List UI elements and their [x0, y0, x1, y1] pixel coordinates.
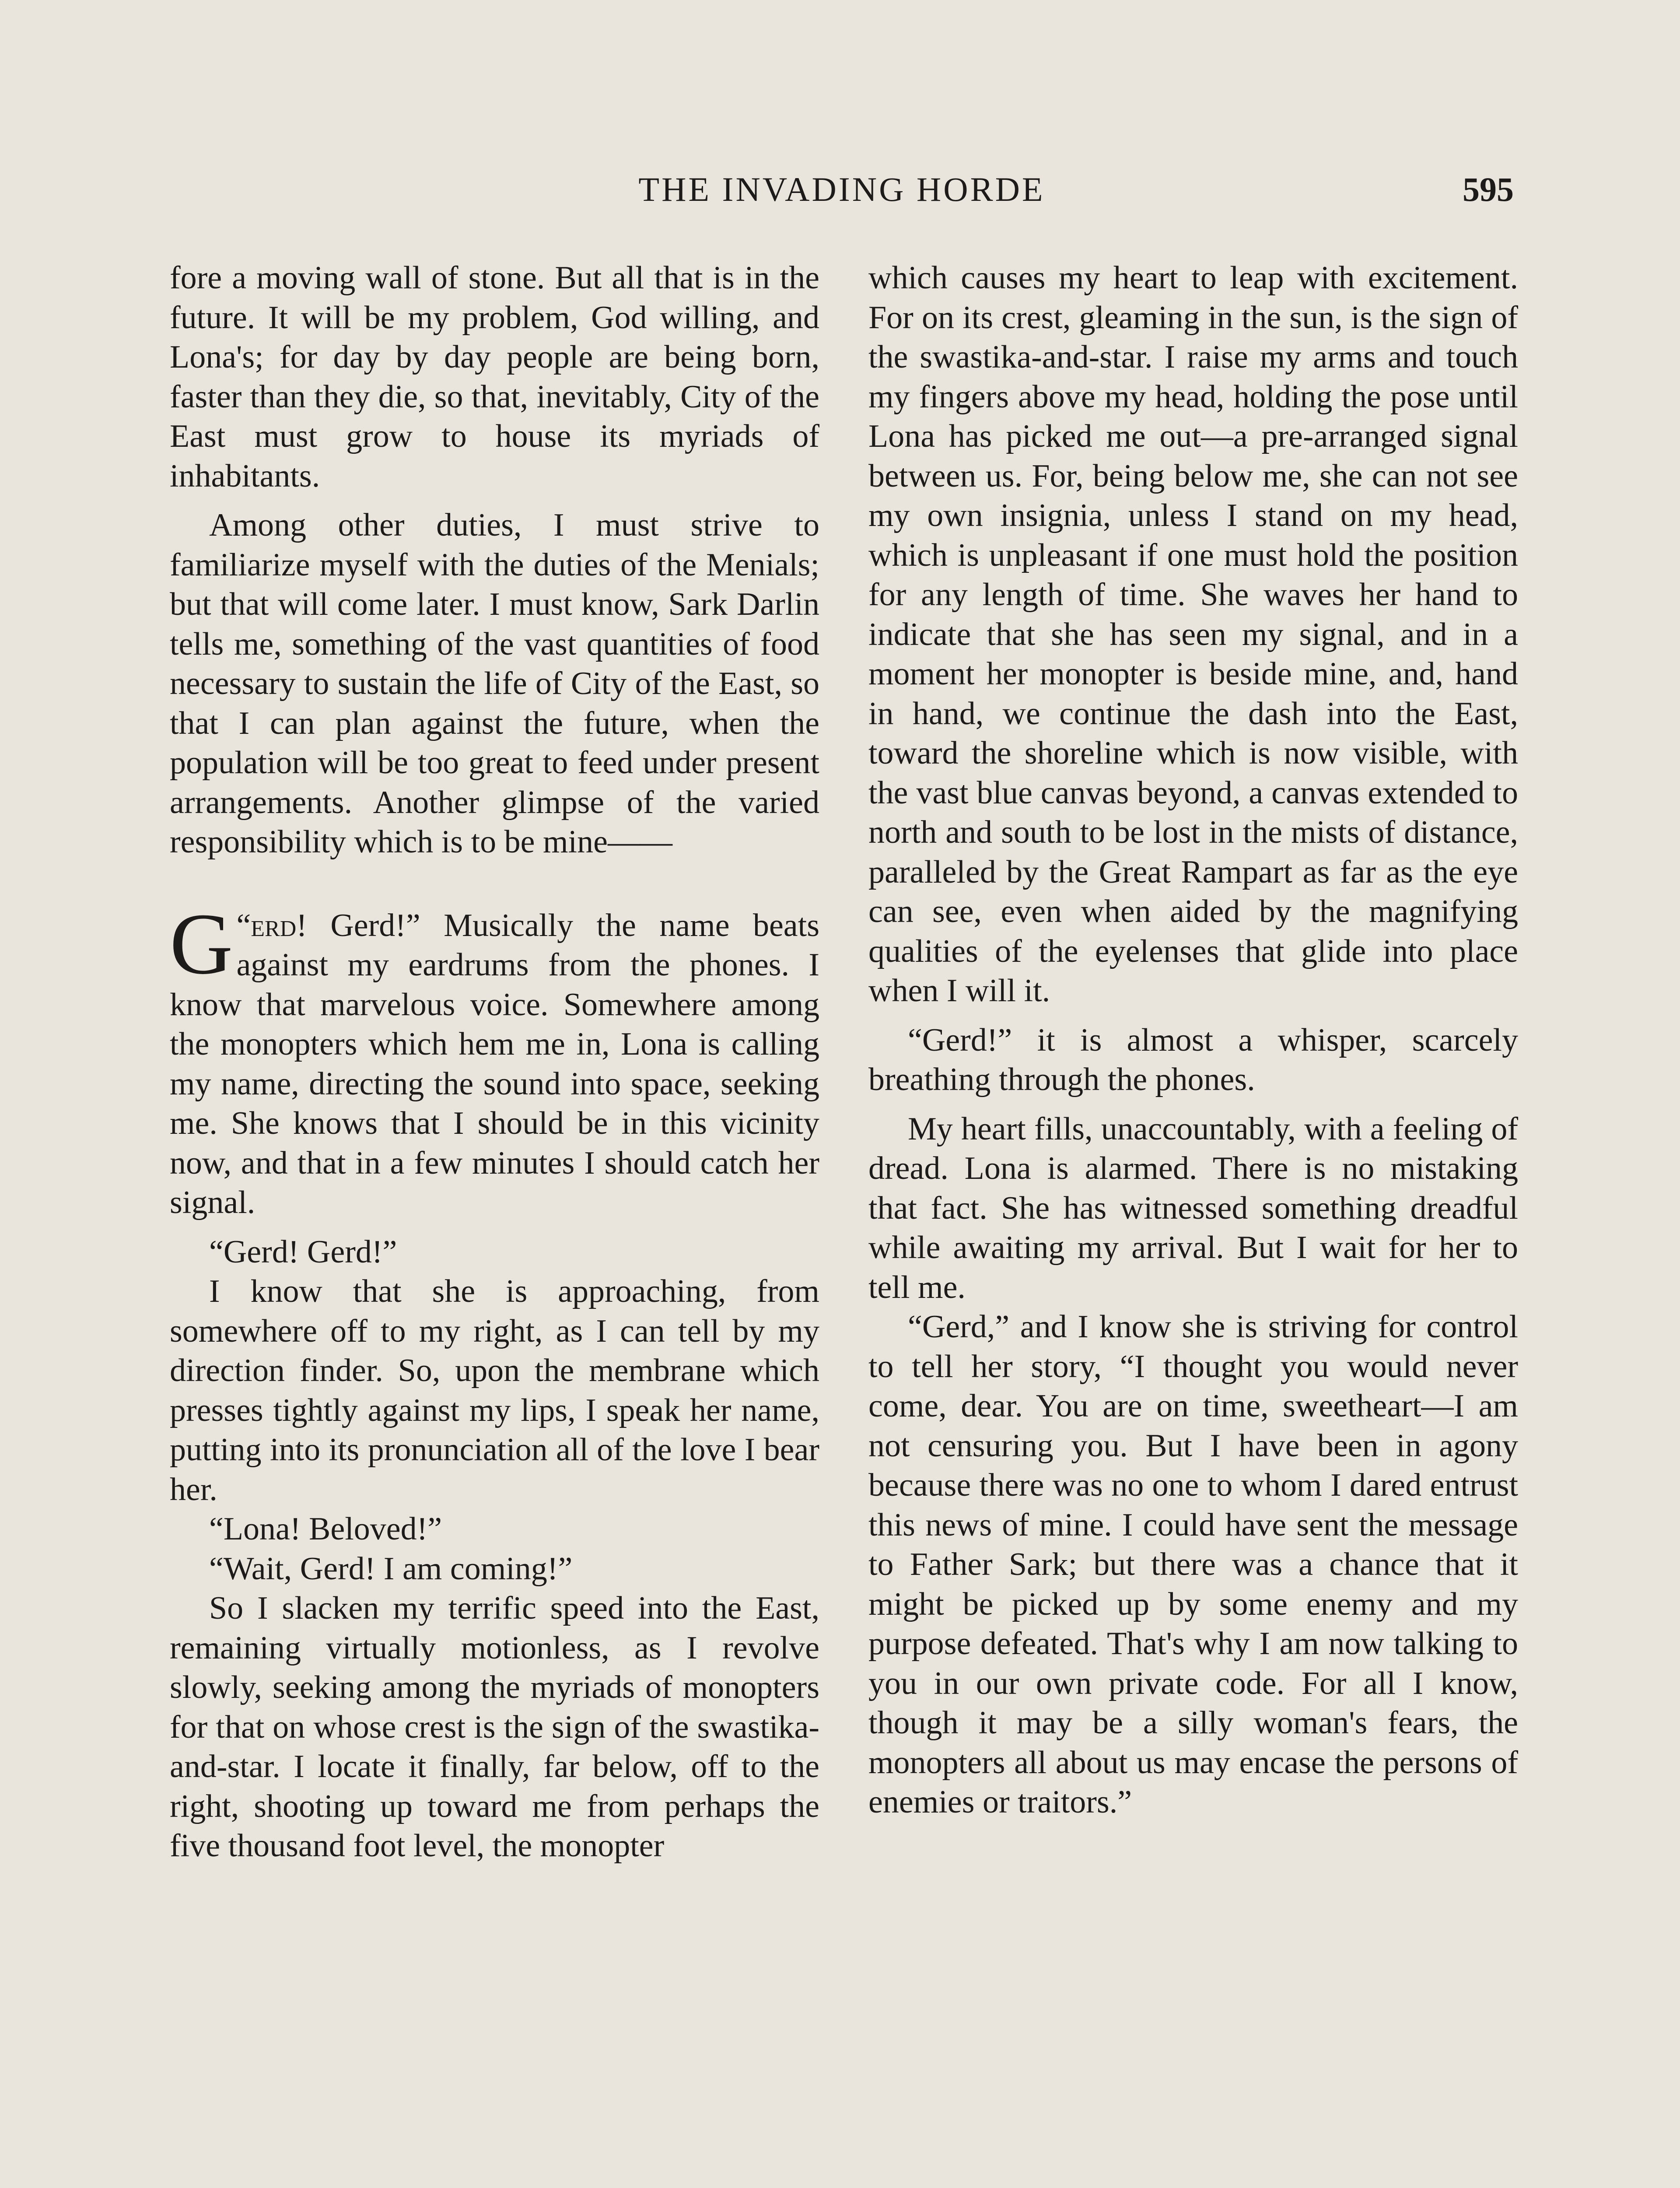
paragraph-with-drop-cap [170, 895, 819, 1223]
paragraph: fore a moving wall of stone. But all that is in the future. It will be my problem, God willing, and Lona's; for day by day people are being born, faster than they die, so that, inevitably, City of the East must grow to house its myriads of inhabitants. [170, 260, 819, 494]
right-column [868, 258, 1518, 1822]
paragraph-text: ! Gerd!” Musically the name beats against my eardrums from the phones. I know that marvelous voice. Somewhere among the monopters which hem me in, Lona is calling my name, directing the sound into space, seeking me. She knows that I should be in this vicinity now, and that in a few minutes I should catch her signal. [170, 907, 819, 1220]
opening-quote: “ [236, 907, 251, 943]
paragraph: “Gerd! Gerd!” [209, 1234, 397, 1270]
left-column [170, 258, 819, 1866]
paragraph: “Lona! Beloved!” [209, 1511, 442, 1547]
paragraph: “Gerd,” and I know she is striving for control to tell her story, “I thought you would never come, dear. You are on time, sweetheart—I am not censuring you. But I have been in agony because there was no one to whom I dared entrust this news of mine. I could have sent the message to Father Sark; but there was a chance that it might be picked up by some enemy and my purpose defeated. That's why I am now talking to you in our own private code. For all I know, though it may be a silly woman's fears, the monopters all about us may encase the persons of enemies or traitors.” [868, 1309, 1518, 1820]
paragraph: which causes my heart to leap with excitement. For on its crest, gleaming in the sun, is the sign of the swastika-and-star. I raise my arms and touch my fingers above my head, holding the pose until Lona has picked me out—a pre-arranged signal between us. For, being below me, she can not see my own insignia, unless I stand on my head, which is unpleasant if one must hold the position for any length of time. She waves her hand to indicate that she has seen my signal, and in a moment her monopter is beside mine, and, hand in hand, we continue the dash into the East, toward the shoreline which is now visible, with the vast blue canvas beyond, a canvas extended to north and south to be lost in the mists of distance, paralleled by the Great Rampart as far as the eye can see, even when aided by the magnifying qualities of the eyelenses that glide into place when I will it. [868, 260, 1518, 1009]
running-header [170, 165, 1514, 214]
paragraph: So I slacken my terrific speed into the East, remaining virtually motionless, as I revolve slowly, seeking among the myriads of monopters for that on whose crest is the sign of the swastika-and-star. I locate it finally, far below, off to the right, shooting up toward me from perhaps the five thousand foot level, the monopter [170, 1590, 819, 1864]
drop-cap: G [170, 895, 233, 992]
paragraph: I know that she is approaching, from somewhere off to my right, as I can tell by my direction finder. So, upon the membrane which presses tightly against my lips, I speak her name, putting into its pronunciation all of the love I bear her. [170, 1273, 819, 1508]
paragraph: “Gerd!” it is almost a whisper, scarcely breathing through the phones. [868, 1022, 1518, 1098]
paragraph: My heart fills, unaccountably, with a feeling of dread. Lona is alarmed. There is no mistaking that fact. She has witnessed something dreadful while awaiting my arrival. But I wait for her to tell me. [868, 1111, 1518, 1305]
small-caps-text: erd [251, 907, 297, 943]
page-number: 595 [1463, 170, 1514, 208]
running-title: THE INVADING HORDE [638, 170, 1045, 208]
paragraph: “Wait, Gerd! I am coming!” [209, 1550, 573, 1587]
paragraph: Among other duties, I must strive to familiarize myself with the duties of the Menials; but that will come later. I must know, Sark Darlin tells me, something of the vast quantities of food necessary to sustain the life of City of the East, so that I can plan against the future, when the population will be too great to feed under present arrangements. Another glimpse of the varied responsibility which is to be mine—— [170, 507, 819, 860]
